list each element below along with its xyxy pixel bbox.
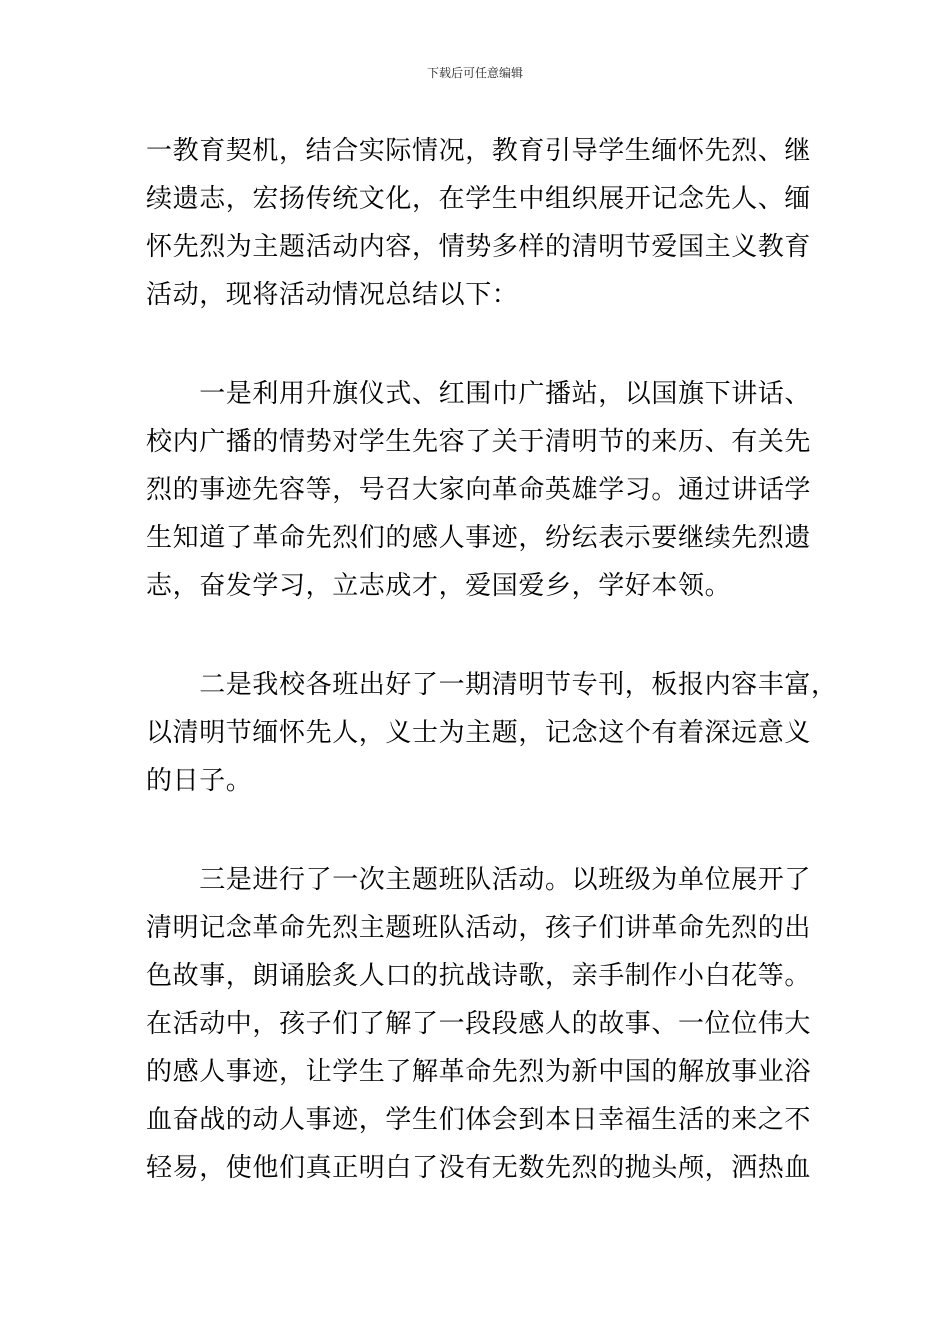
paragraph-second-activity <box>146 661 838 805</box>
text-line: 清明记念革命先烈主题班队活动，孩子们讲革命先烈的出 <box>146 913 812 943</box>
paragraph-spacer <box>146 319 811 370</box>
document-body <box>146 127 838 1192</box>
text-line: 在活动中，孩子们了解了一段段感人的故事、一位位伟大 <box>146 1009 812 1039</box>
text-line: 的日子。 <box>146 766 253 796</box>
text-line: 一教育契机，结合实际情况，教育引导学生缅怀先烈、继 <box>146 136 812 166</box>
paragraph-spacer <box>146 610 811 661</box>
text-line: 的感人事迹，让学生了解革命先烈为新中国的解放事业浴 <box>146 1057 812 1087</box>
text-line: 续遗志，宏扬传统文化，在学生中组织展开记念先人、缅 <box>146 184 812 214</box>
text-line: 以清明节缅怀先人，义士为主题，记念这个有着深远意义 <box>146 718 812 748</box>
text-line: 轻易，使他们真正明白了没有无数先烈的抛头颅，洒热血 <box>146 1153 812 1183</box>
text-line: 三是进行了一次主题班队活动。以班级为单位展开了 <box>146 865 812 895</box>
paragraph-third-activity <box>146 856 811 1192</box>
text-line: 二是我校各班出好了一期清明节专刊，板报内容丰富， <box>146 670 838 700</box>
text-line: 色故事，朗诵脍炙人口的抗战诗歌，亲手制作小白花等。 <box>146 961 812 991</box>
text-line: 烈的事迹先容等，号召大家向革命英雄学习。通过讲话学 <box>146 475 812 505</box>
text-line: 血奋战的动人事迹，学生们体会到本日幸福生活的来之不 <box>146 1105 812 1135</box>
paragraph-spacer <box>146 805 811 856</box>
text-line: 校内广播的情势对学生先容了关于清明节的来历、有关先 <box>146 427 812 457</box>
text-line: 怀先烈为主题活动内容，情势多样的清明节爱国主义教育 <box>146 232 812 262</box>
paragraph-first-activity <box>146 370 811 610</box>
text-line: 志，奋发学习，立志成才，爱国爱乡，学好本领。 <box>146 571 732 601</box>
text-line: 一是利用升旗仪式、红围巾广播站，以国旗下讲话、 <box>146 379 812 409</box>
page-header-note: 下载后可任意编辑 <box>426 66 523 80</box>
text-line: 生知道了革命先烈们的感人事迹，纷纭表示要继续先烈遗 <box>146 523 812 553</box>
paragraph-intro <box>146 127 811 319</box>
text-line: 活动，现将活动情况总结以下： <box>146 280 519 310</box>
